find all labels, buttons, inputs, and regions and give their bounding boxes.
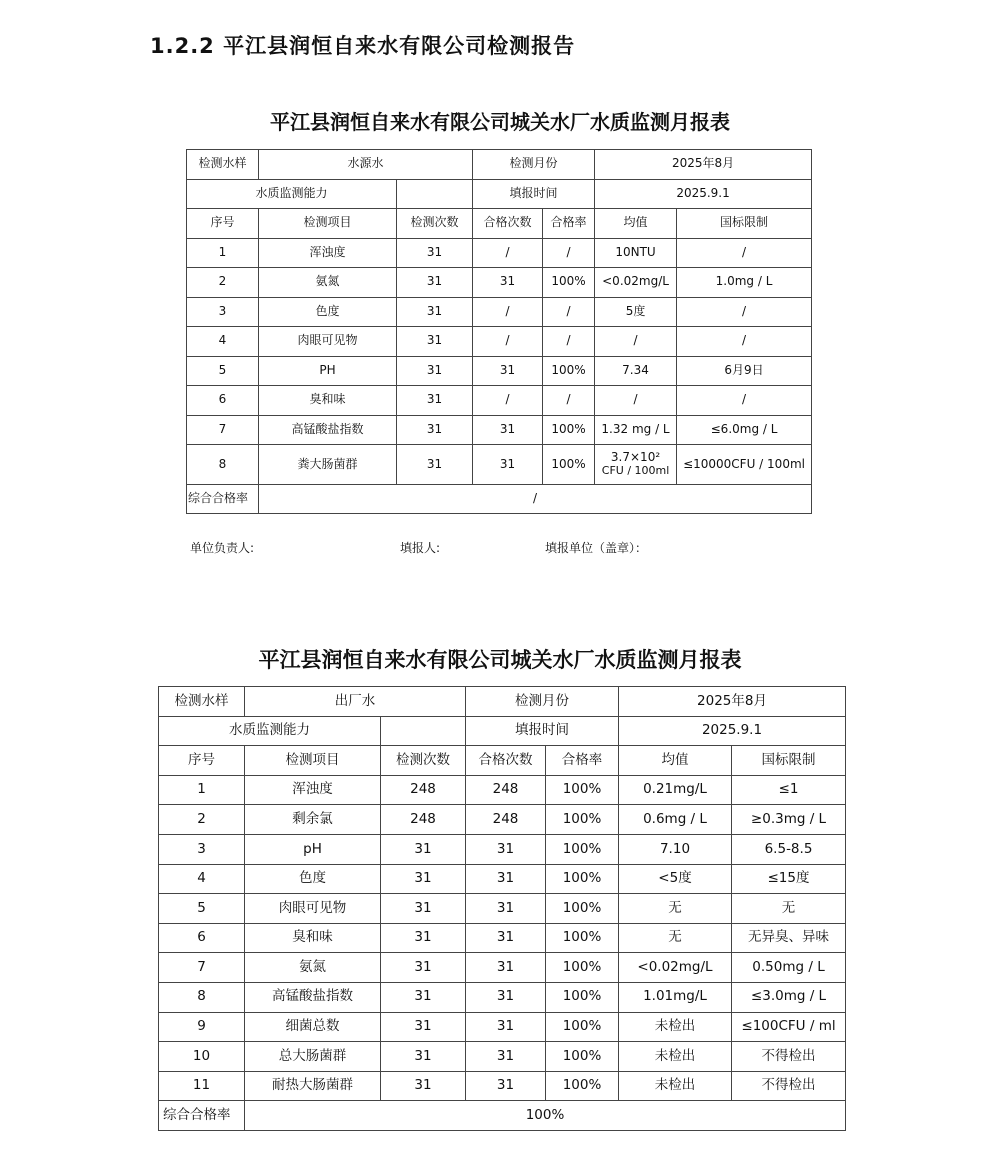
row-item: 高锰酸盐指数 [245,982,381,1012]
row-count: 31 [381,982,466,1012]
footer-filler: 填报人: [400,541,441,555]
row-item: 浑浊度 [245,775,381,805]
row-rate: 100% [546,982,619,1012]
row-item: 总大肠菌群 [245,1042,381,1072]
row-limit: 0.50mg / L [732,953,846,983]
row-item: 氨氮 [245,953,381,983]
row-pass: / [473,238,543,268]
row-rate: 100% [546,923,619,953]
row-item: 肉眼可见物 [259,327,397,357]
row-limit: ≤6.0mg / L [677,415,812,445]
row-no: 5 [187,356,259,386]
month-label: 检测月份 [466,687,619,717]
row-rate: 100% [546,894,619,924]
row-item: 臭和味 [245,923,381,953]
row-rate: 100% [546,834,619,864]
table-row [187,327,812,357]
table-finished-water [158,686,846,1131]
row-mean-unit: CFU / 100ml [601,464,670,478]
row-rate: 100% [546,953,619,983]
row-mean: 10NTU [595,238,677,268]
row-rate: 100% [546,805,619,835]
row-pass: 31 [466,834,546,864]
row-mean: 7.34 [595,356,677,386]
row-item: pH [245,834,381,864]
row-mean: 5度 [595,297,677,327]
row-no: 1 [187,238,259,268]
row-limit: 1.0mg / L [677,268,812,298]
sample-value: 出厂水 [245,687,466,717]
row-item: 高锰酸盐指数 [259,415,397,445]
row-item: 细菌总数 [245,1012,381,1042]
capability-label: 水质监测能力 [159,716,381,746]
summary-label: 综合合格率 [187,485,259,514]
table-header-row [187,209,812,239]
row-mean: / [595,386,677,416]
section-heading: 1.2.2 平江县润恒自来水有限公司检测报告 [150,34,576,58]
table-row [187,238,812,268]
row-count: 31 [381,894,466,924]
row-limit: 6月9日 [677,356,812,386]
row-pass: 31 [466,1071,546,1101]
row-pass: 248 [466,775,546,805]
report-time-value: 2025.9.1 [619,716,846,746]
header-count: 检测次数 [397,209,473,239]
row-no: 7 [187,415,259,445]
report-time-label: 填报时间 [466,716,619,746]
row-count: 31 [381,923,466,953]
row-count: 31 [381,834,466,864]
row-item: 氨氮 [259,268,397,298]
row-item: 色度 [245,864,381,894]
header-pass: 合格次数 [473,209,543,239]
row-rate: 100% [543,356,595,386]
header-mean: 均值 [595,209,677,239]
row-rate: 100% [546,864,619,894]
row-mean: 未检出 [619,1071,732,1101]
row-count: 248 [381,775,466,805]
row-no: 8 [187,445,259,485]
row-limit: 不得检出 [732,1071,846,1101]
row-count: 31 [397,297,473,327]
row-count: 31 [397,415,473,445]
table-row-meta-2 [159,716,846,746]
table-row [159,834,846,864]
row-limit: 不得检出 [732,1042,846,1072]
table-row [187,297,812,327]
row-count: 31 [381,1042,466,1072]
row-rate: 100% [546,775,619,805]
row-count: 31 [397,356,473,386]
row-rate: / [543,386,595,416]
table-row-meta-1 [159,687,846,717]
row-pass: 248 [466,805,546,835]
row-no: 1 [159,775,245,805]
row-no: 6 [187,386,259,416]
sample-label: 检测水样 [187,150,259,180]
table-row [159,1071,846,1101]
sample-value: 水源水 [259,150,473,180]
row-limit: / [677,327,812,357]
row-limit: / [677,238,812,268]
table-row [159,1012,846,1042]
row-mean: / [595,327,677,357]
month-label: 检测月份 [473,150,595,180]
summary-value: 100% [245,1101,846,1131]
table-row [159,894,846,924]
header-item: 检测项目 [245,746,381,776]
row-limit: ≤10000CFU / 100ml [677,445,812,485]
table-row [159,953,846,983]
row-count: 31 [381,953,466,983]
row-no: 9 [159,1012,245,1042]
row-mean: 1.01mg/L [619,982,732,1012]
row-rate: 100% [543,415,595,445]
row-rate: 100% [546,1042,619,1072]
table-row-summary [159,1101,846,1131]
row-item: 肉眼可见物 [245,894,381,924]
row-pass: 31 [466,1012,546,1042]
table-row [187,445,812,485]
capability-value [381,716,466,746]
table-row [187,386,812,416]
row-mean: 无 [619,923,732,953]
row-item: PH [259,356,397,386]
row-no: 2 [187,268,259,298]
row-pass: / [473,297,543,327]
row-mean: 未检出 [619,1012,732,1042]
summary-value: / [259,485,812,514]
row-limit: 6.5-8.5 [732,834,846,864]
row-limit: / [677,386,812,416]
row-limit: ≥0.3mg / L [732,805,846,835]
table-row [159,1042,846,1072]
row-count: 31 [397,386,473,416]
row-no: 7 [159,953,245,983]
row-limit: ≤1 [732,775,846,805]
table-row [187,356,812,386]
row-limit: ≤100CFU / ml [732,1012,846,1042]
row-mean: 7.10 [619,834,732,864]
report-time-label: 填报时间 [473,179,595,209]
row-item: 臭和味 [259,386,397,416]
row-pass: 31 [473,356,543,386]
row-pass: 31 [473,415,543,445]
row-rate: 100% [543,268,595,298]
footer-unit-head: 单位负责人: [190,541,255,555]
header-rate: 合格率 [543,209,595,239]
row-pass: 31 [466,1042,546,1072]
table-header-row [159,746,846,776]
header-limit: 国标限制 [677,209,812,239]
header-no: 序号 [187,209,259,239]
row-mean: 无 [619,894,732,924]
row-limit: ≤3.0mg / L [732,982,846,1012]
table-row-meta-1 [187,150,812,180]
header-item: 检测项目 [259,209,397,239]
row-mean: <5度 [619,864,732,894]
row-no: 2 [159,805,245,835]
row-item: 耐热大肠菌群 [245,1071,381,1101]
table-row [159,864,846,894]
row-count: 248 [381,805,466,835]
row-rate: 100% [543,445,595,485]
row-count: 31 [381,1012,466,1042]
row-pass: 31 [473,268,543,298]
row-no: 5 [159,894,245,924]
row-mean: 3.7×10² [610,450,661,465]
row-no: 6 [159,923,245,953]
report-title-source-water: 平江县润恒自来水有限公司城关水厂水质监测月报表 [270,110,730,134]
row-limit: / [677,297,812,327]
row-count: 31 [397,445,473,485]
table-row-meta-2 [187,179,812,209]
header-mean: 均值 [619,746,732,776]
capability-value [397,179,473,209]
row-pass: 31 [466,923,546,953]
header-pass: 合格次数 [466,746,546,776]
row-rate: / [543,327,595,357]
report-time-value: 2025.9.1 [595,179,812,209]
summary-label: 综合合格率 [159,1101,245,1131]
row-limit: 无异臭、异味 [732,923,846,953]
row-no: 3 [159,834,245,864]
table-row [159,982,846,1012]
row-no: 10 [159,1042,245,1072]
month-value: 2025年8月 [619,687,846,717]
table-row [187,268,812,298]
row-count: 31 [381,864,466,894]
row-item: 浑浊度 [259,238,397,268]
row-no: 4 [159,864,245,894]
header-rate: 合格率 [546,746,619,776]
header-no: 序号 [159,746,245,776]
row-pass: / [473,386,543,416]
month-value: 2025年8月 [595,150,812,180]
row-rate: / [543,238,595,268]
row-pass: 31 [466,982,546,1012]
row-rate: / [543,297,595,327]
table-source-water [186,149,812,514]
row-pass: 31 [466,864,546,894]
report-title-finished-water: 平江县润恒自来水有限公司城关水厂水质监测月报表 [258,647,742,672]
capability-label: 水质监测能力 [187,179,397,209]
row-count: 31 [397,268,473,298]
row-mean: 0.6mg / L [619,805,732,835]
row-pass: 31 [466,894,546,924]
table-row [187,415,812,445]
row-mean-cell [595,445,677,485]
row-pass: 31 [473,445,543,485]
row-no: 11 [159,1071,245,1101]
footer-reporting-unit: 填报单位（盖章）： [545,541,648,555]
row-item: 色度 [259,297,397,327]
row-mean: 0.21mg/L [619,775,732,805]
row-item: 剩余氯 [245,805,381,835]
row-no: 3 [187,297,259,327]
header-limit: 国标限制 [732,746,846,776]
row-count: 31 [397,327,473,357]
sample-label: 检测水样 [159,687,245,717]
row-mean: <0.02mg/L [619,953,732,983]
table-row [159,775,846,805]
header-count: 检测次数 [381,746,466,776]
row-pass: 31 [466,953,546,983]
table-row-summary [187,485,812,514]
row-pass: / [473,327,543,357]
row-mean: 1.32 mg / L [595,415,677,445]
row-rate: 100% [546,1012,619,1042]
row-rate: 100% [546,1071,619,1101]
row-count: 31 [381,1071,466,1101]
row-limit: ≤15度 [732,864,846,894]
row-no: 4 [187,327,259,357]
row-mean: <0.02mg/L [595,268,677,298]
table-row [159,805,846,835]
row-count: 31 [397,238,473,268]
row-item: 粪大肠菌群 [259,445,397,485]
row-mean: 未检出 [619,1042,732,1072]
row-limit: 无 [732,894,846,924]
row-no: 8 [159,982,245,1012]
table-row [159,923,846,953]
